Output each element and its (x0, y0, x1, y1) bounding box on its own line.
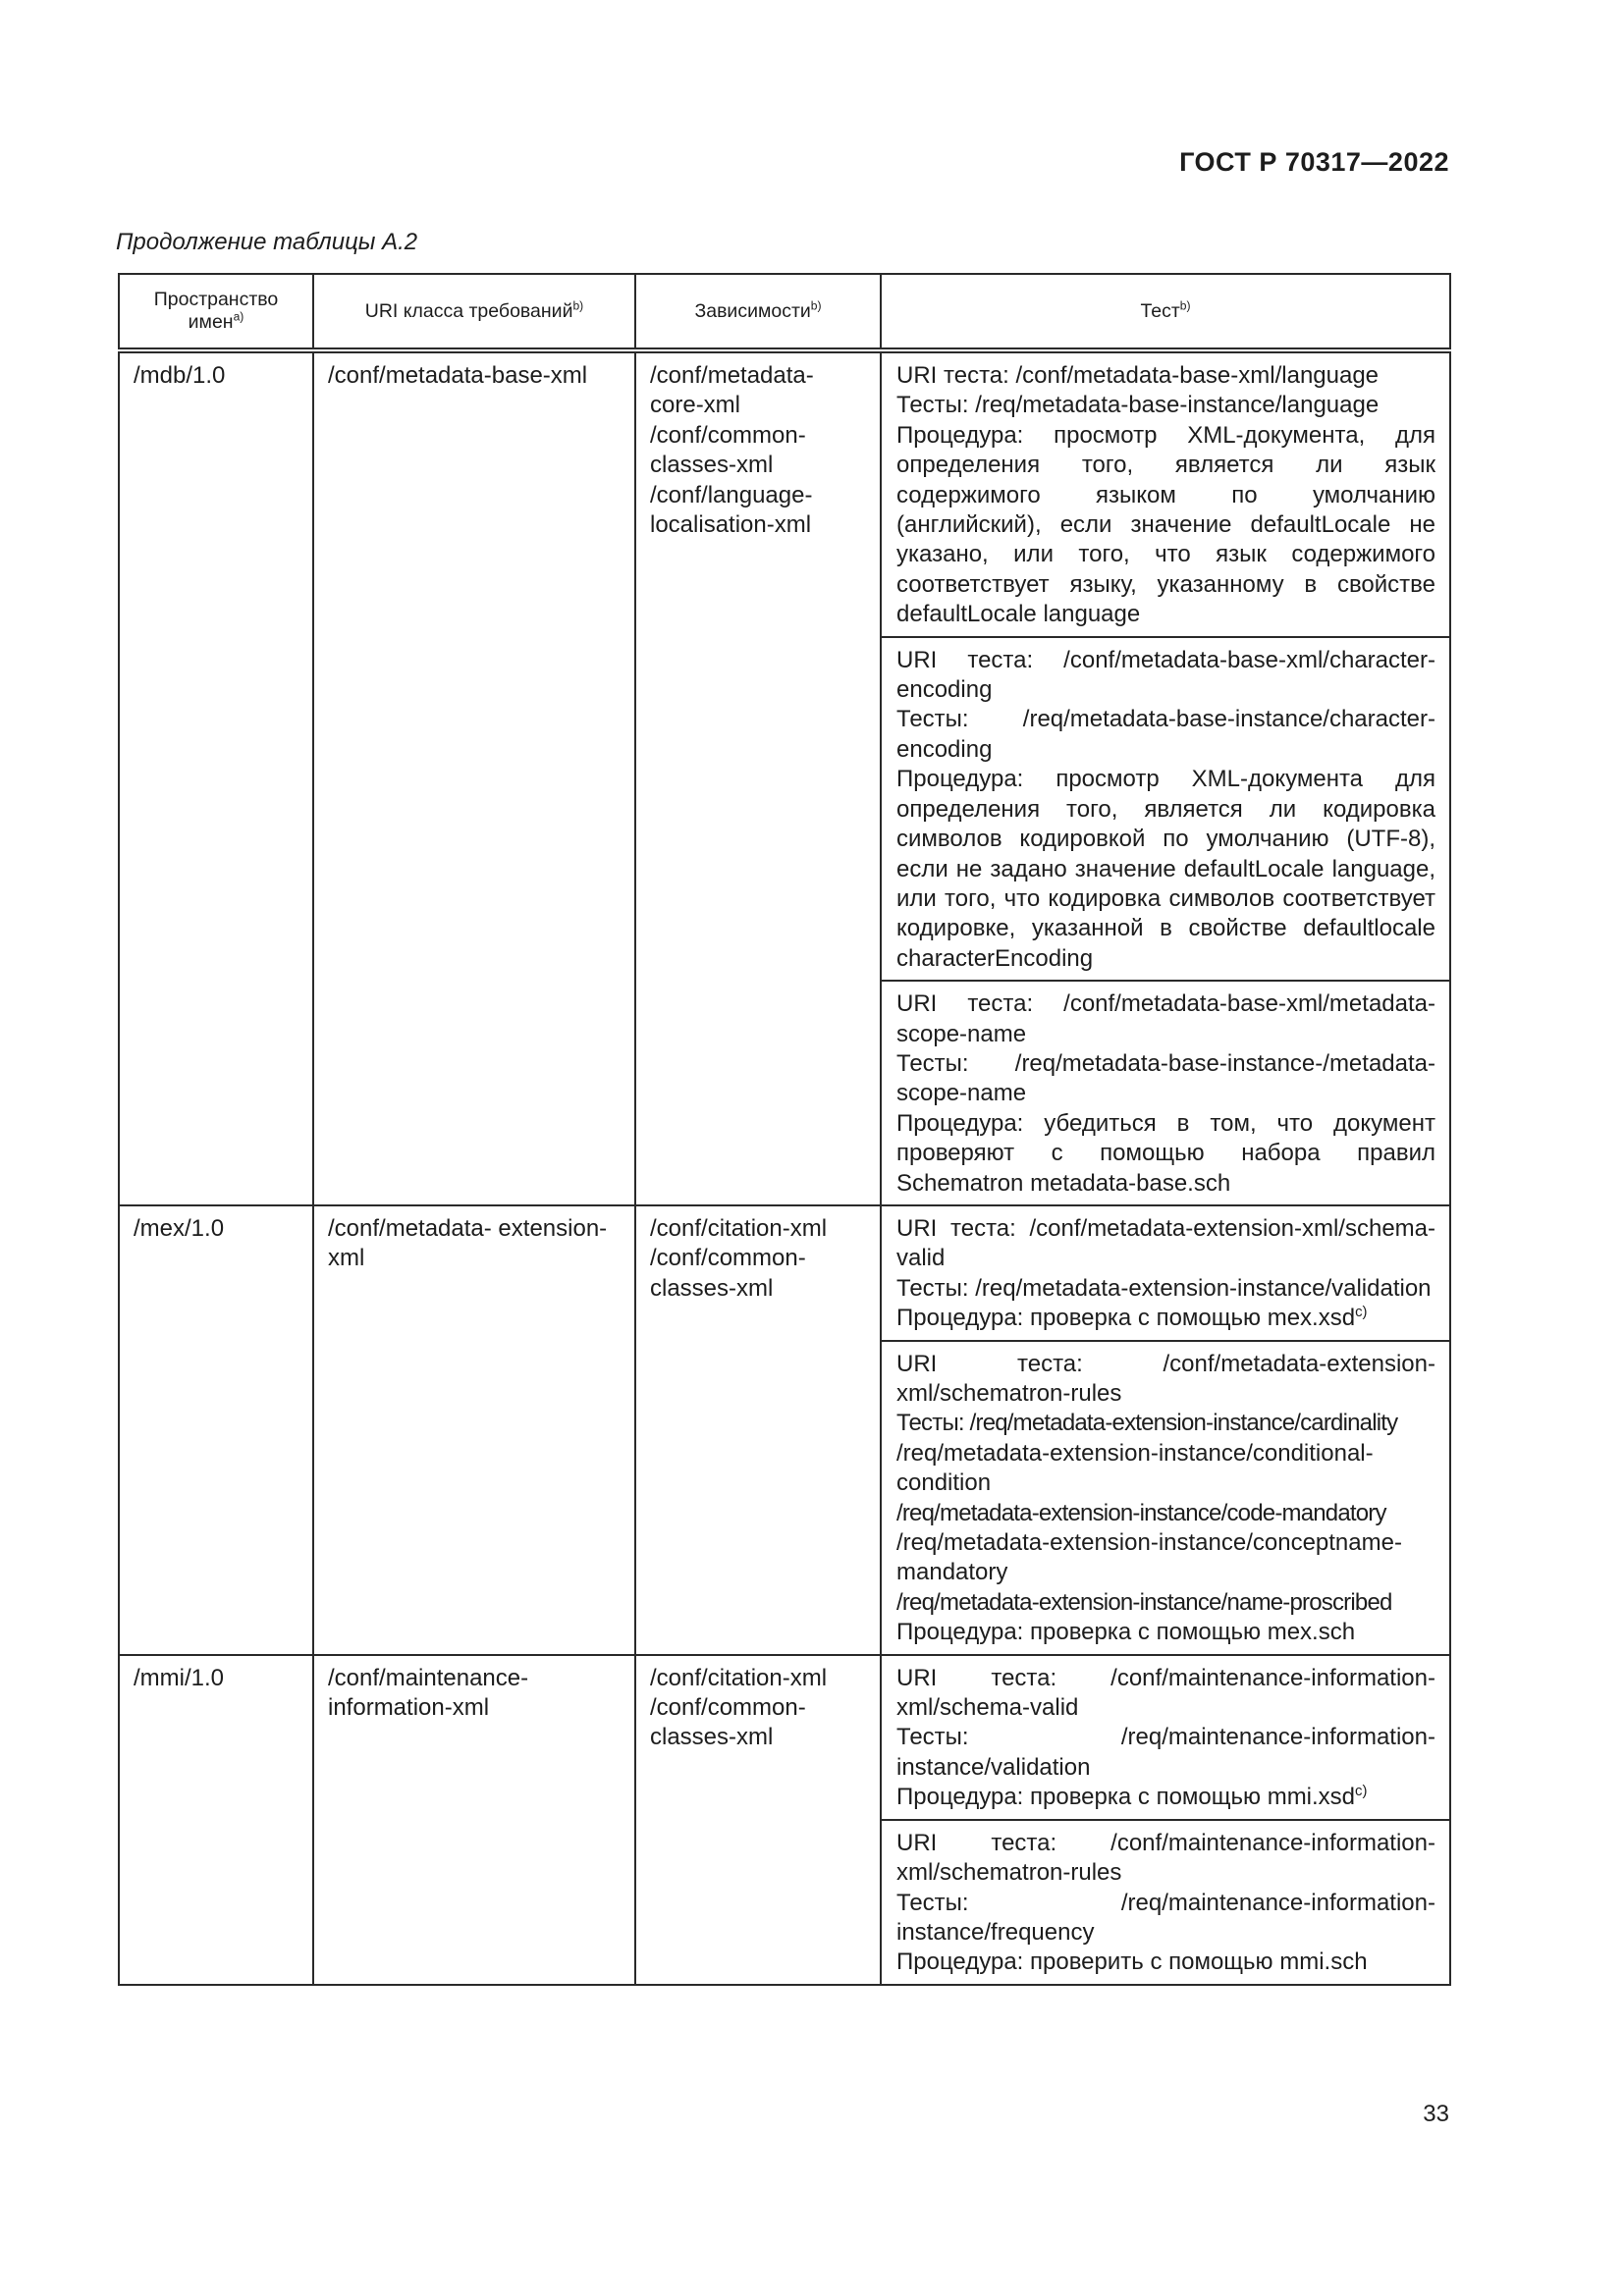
test-tests: /req/metadata-extension-instance/conditional-condition (896, 1439, 1374, 1497)
test-cell (881, 981, 1450, 1205)
test-procedure: Процедура: убедиться в том, что документ проверяют с помощью набора правил Schematron metadata-base.sch (896, 1109, 1435, 1197)
test-uri: URI теста: /conf/maintenance-information-xml/schema-valid (896, 1664, 1435, 1722)
header-uri-class-note: b) (572, 298, 584, 312)
table-row (119, 1655, 1450, 1820)
test-uri: URI теста: /conf/metadata-extension-xml/schema-valid (896, 1214, 1435, 1272)
test-cell (881, 1655, 1450, 1820)
namespace-cell: /mdb/1.0 (119, 350, 313, 1205)
namespace-cell: /mex/1.0 (119, 1205, 313, 1655)
dependencies-cell (635, 1655, 881, 1985)
test-cell (881, 1205, 1450, 1341)
test-procedure-line (896, 1783, 1435, 1812)
test-tests: /req/metadata-extension-instance/code-mandatory (896, 1499, 1386, 1526)
table-header-row (119, 274, 1450, 350)
header-namespace-label: Пространство имен (153, 289, 279, 333)
test-cell (881, 350, 1450, 637)
header-uri-class-label: URI класса требований (364, 299, 573, 322)
header-test (881, 274, 1450, 350)
test-procedure-line (896, 1304, 1435, 1333)
test-tests: Тесты: /req/metadata-base-instance/character-encoding (896, 706, 1435, 763)
test-tests: /req/metadata-extension-instance/name-proscribed (896, 1588, 1392, 1616)
header-namespace (119, 274, 313, 350)
test-procedure: Процедура: проверить с помощью mmi.sch (896, 1949, 1368, 1976)
dependency-item: /conf/common-classes-xml (650, 421, 806, 479)
namespace-cell: /mmi/1.0 (119, 1655, 313, 1985)
header-test-note: b) (1179, 298, 1191, 312)
header-dependencies-note: b) (810, 298, 822, 312)
dependency-item: /conf/common-classes-xml (650, 1694, 806, 1751)
page-number: 33 (1423, 2101, 1449, 2127)
header-namespace-note: a) (233, 309, 244, 324)
footnote-marker: c) (1355, 1305, 1368, 1321)
test-cell (881, 1820, 1450, 1985)
table-row (119, 1205, 1450, 1341)
header-test-label: Тест (1140, 299, 1180, 322)
test-tests: Тесты: /req/metadata-extension-instance/cardinality (896, 1410, 1398, 1437)
document-standard-header: ГОСТ Р 70317—2022 (1179, 147, 1449, 177)
test-tests: Тесты: /req/maintenance-information-instance/frequency (896, 1889, 1435, 1946)
uri-class-cell: /conf/metadata- extension-xml (313, 1205, 635, 1655)
footnote-marker: c) (1355, 1784, 1368, 1800)
test-procedure: Процедура: просмотр XML-документа, для определения того, является ли язык содержимого языком по умолчанию (английский), если значение defaultLocale не указано, или того, что язык содержимого соответствует языку, указанному в свойстве defaultLocale language (896, 421, 1435, 628)
dependencies-cell (635, 1205, 881, 1655)
uri-class-cell: /conf/metadata-base-xml (313, 350, 635, 1205)
test-procedure: Процедура: проверка с помощью mmi.xsd (896, 1784, 1356, 1811)
test-tests: Тесты: /req/metadata-base-instance/language (896, 392, 1380, 419)
test-uri: URI теста: /conf/metadata-extension-xml/schematron-rules (896, 1350, 1435, 1407)
test-tests: Тесты: /req/metadata-extension-instance/validation (896, 1274, 1432, 1302)
test-tests: Тесты: /req/maintenance-information-instance/validation (896, 1724, 1435, 1781)
uri-class-cell: /conf/maintenance-information-xml (313, 1655, 635, 1985)
test-tests: Тесты: /req/metadata-base-instance-/metadata-scope-name (896, 1049, 1435, 1107)
test-cell (881, 637, 1450, 981)
header-dependencies-label: Зависимости (694, 299, 811, 322)
table-row (119, 350, 1450, 637)
header-uri-class (313, 274, 635, 350)
test-uri: URI теста: /conf/metadata-base-xml/language (896, 362, 1380, 389)
test-cell (881, 1341, 1450, 1655)
dependency-item: /conf/language-localisation-xml (650, 481, 813, 539)
dependencies-cell (635, 350, 881, 1205)
table-caption: Продолжение таблицы А.2 (116, 229, 418, 255)
test-uri: URI теста: /conf/metadata-base-xml/character-encoding (896, 646, 1435, 704)
dependency-item: /conf/common-classes-xml (650, 1245, 806, 1302)
requirements-table (118, 273, 1451, 1986)
header-dependencies (635, 274, 881, 350)
test-procedure: Процедура: проверка с помощью mex.sch (896, 1619, 1356, 1646)
test-uri: URI теста: /conf/maintenance-information-xml/schematron-rules (896, 1829, 1435, 1887)
dependency-item: /conf/citation-xml (650, 1664, 828, 1691)
dependency-item: /conf/citation-xml (650, 1214, 828, 1242)
test-procedure: Процедура: проверка с помощью mex.xsd (896, 1305, 1356, 1332)
dependency-item: /conf/metadata-core-xml (650, 362, 814, 419)
test-tests: /req/metadata-extension-instance/conceptname-mandatory (896, 1529, 1402, 1586)
test-procedure: Процедура: просмотр XML-документа для определения того, является ли кодировка символов кодировкой по умолчанию (UTF-8), если не задано значение defaultLocale language, или того, что кодировка символов соответствует кодировке, указанной в свойстве defaultlocale characterEncoding (896, 766, 1435, 972)
test-uri: URI теста: /conf/metadata-base-xml/metadata-scope-name (896, 990, 1435, 1047)
